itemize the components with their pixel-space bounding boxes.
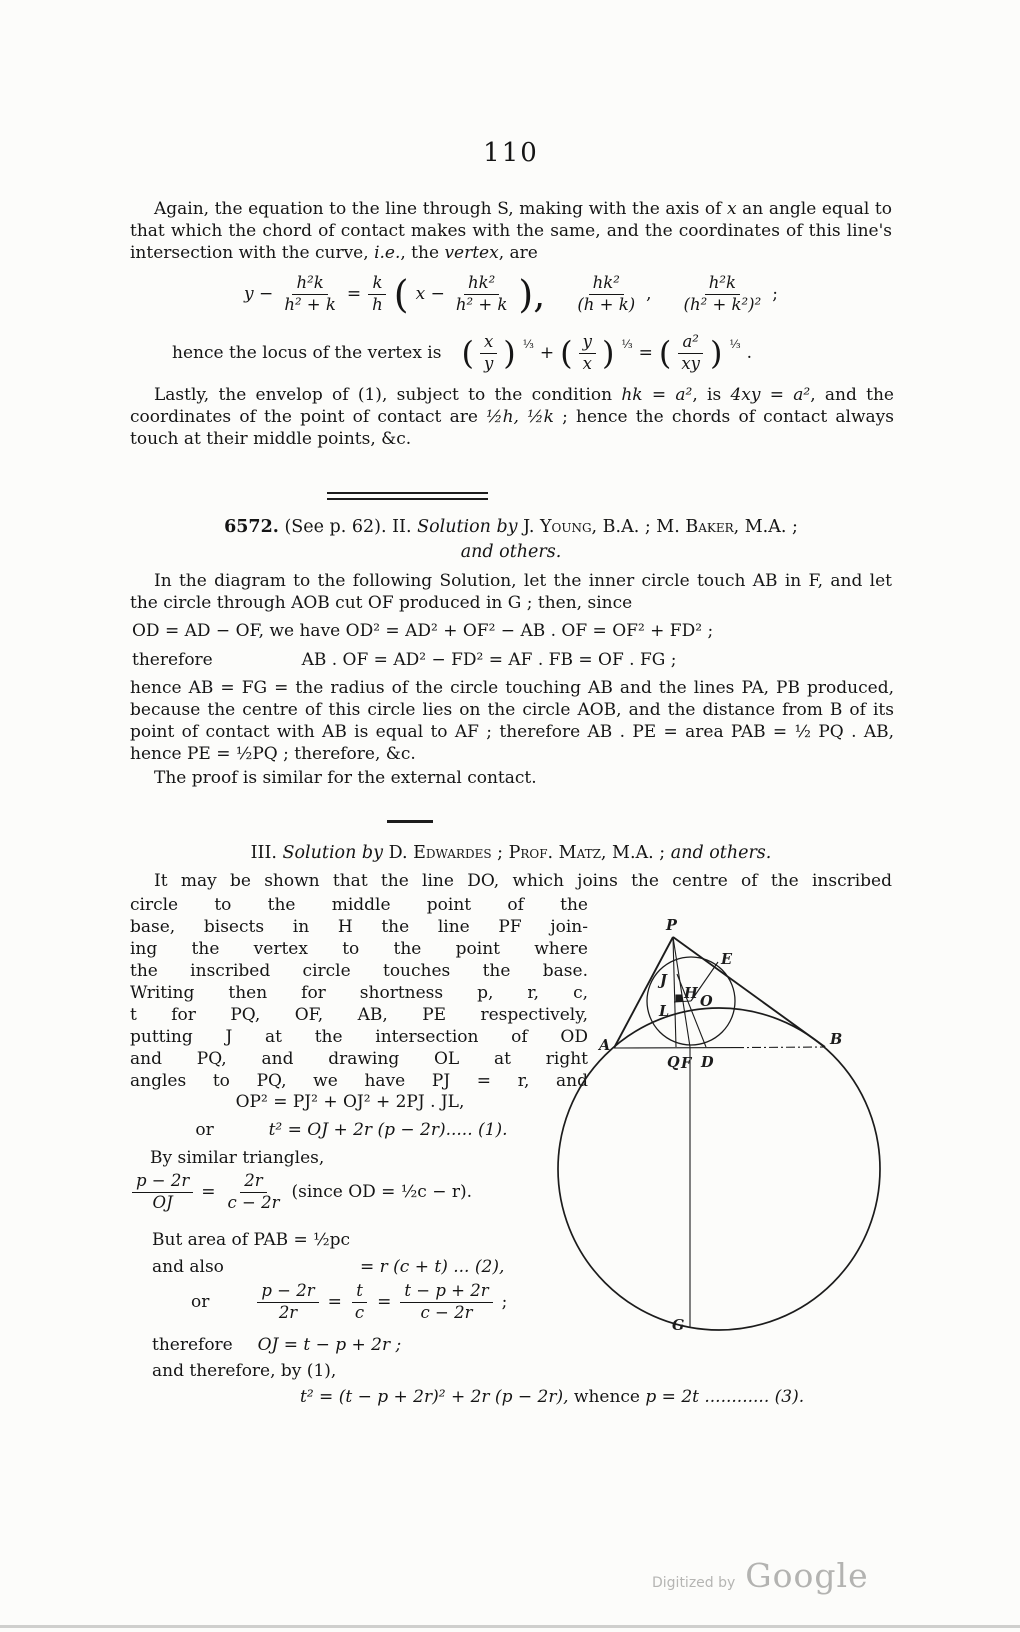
- or-label: or: [191, 1292, 210, 1313]
- eq-lead: y −: [244, 284, 274, 305]
- left-paren: (: [461, 334, 474, 373]
- fraction: $\frac{\text{hk²}}{(h + k)}$: [577, 273, 636, 314]
- text-run: , the: [400, 243, 445, 263]
- base-ab-dashed: [735, 1047, 825, 1048]
- section-divider-double-rule: [327, 492, 488, 500]
- math-run: t² = (t − p + 2r)² + 2r (p − 2r),: [300, 1387, 569, 1407]
- authors: D. Edwardes ; Prof. Matz, M.A. ;: [388, 843, 666, 863]
- fraction: $\frac{2r}{c - 2r}$: [227, 1171, 280, 1212]
- fraction: $\frac{t - p + 2r}{c - 2r}$: [400, 1282, 492, 1323]
- fraction: $\frac{\text{h²k}}{\text{(h² + k²)²}}$: [683, 273, 762, 314]
- left-column: [130, 894, 588, 1092]
- problem-6572-heading: [130, 517, 892, 537]
- text-run: , and the coordinates of the point of contact are: [130, 385, 894, 427]
- locus-line: [172, 333, 752, 374]
- period: .: [746, 343, 753, 364]
- authors: J. Young, B.A. ; M. Baker, M.A. ;: [523, 517, 798, 537]
- fraction: $\frac{\text{hk²}}{\text{h² + k}}$: [455, 273, 508, 314]
- paragraph-it-may-be-shown: It may be shown that the line DO, which joins the centre of the inscribed: [154, 871, 892, 891]
- text-run: Lastly, the envelop of (1), subject to the condition: [154, 385, 622, 405]
- fraction: $\frac{\text{h²k}}{\text{h² + k}}$: [284, 273, 336, 314]
- math-run: 4xy = a²: [730, 385, 811, 405]
- left-paren: (: [658, 334, 672, 373]
- section-divider-short-rule: [387, 820, 433, 823]
- comma: ,: [646, 284, 652, 305]
- side-pa: [614, 937, 673, 1048]
- text-run: hence the locus of the vertex is: [172, 343, 442, 364]
- fraction: $\frac{p - 2r}{OJ}$: [132, 1172, 193, 1213]
- figure-label-a: A: [599, 1037, 611, 1054]
- paragraph-diagram: In the diagram to the following Solution, let the inner circle touch AB in F, and let the circle through AOB cut OF produced in G ; then, since: [130, 571, 892, 613]
- column-line: the inscribed circle touches the base.: [130, 961, 588, 981]
- left-paren: (: [560, 334, 573, 373]
- solution-by-label: Solution by: [417, 517, 518, 537]
- plus-sign: +: [539, 343, 555, 364]
- geometry-figure: [540, 875, 970, 1355]
- figure-label-p: P: [666, 917, 677, 934]
- math-run: p = 2t ............ (3).: [645, 1387, 805, 1407]
- equals-sign: =: [377, 1292, 392, 1313]
- google-logo: Google: [745, 1556, 869, 1595]
- page-bottom-edge: [0, 1625, 1020, 1628]
- figure-label-q: Q: [667, 1054, 680, 1071]
- therefore-oj-line: [152, 1334, 401, 1356]
- paragraph-hence: hence AB = FG = the radius of the circle touching AB and the lines PA, PB produced, because the centre of this circle lies on the circle AOB, and the distance from B of its point of contact with AB is equal to AF ; therefore AB . PE = area PAB = ½ PQ . AB, hence PE = ½PQ ; therefore, &c.: [130, 678, 894, 764]
- whence-label: whence: [573, 1387, 640, 1407]
- text-run: , are: [498, 243, 538, 263]
- problem-number: 6572.: [224, 517, 279, 537]
- equals-sign: =: [201, 1182, 216, 1203]
- right-angle-mark: [676, 995, 682, 1001]
- text-run: Again, the equation to the line through S, making with the axis of: [154, 199, 727, 219]
- eq-mid: x −: [415, 284, 445, 305]
- circumscribing-circle: [558, 1008, 880, 1330]
- text-run: an angle equal to that which the chord of contact makes with the same, and the coordinates of this line's intersection with the curve,: [130, 199, 892, 263]
- equation-op2: OP² = PJ² + OJ² + 2PJ . JL,: [235, 1092, 465, 1112]
- math-var-x: x: [726, 199, 737, 219]
- math-run: ½h, ½k: [486, 407, 554, 427]
- math-run: t² = OJ + 2r (p − 2r)..... (1).: [268, 1120, 508, 1140]
- solution-roman-numeral: II.: [392, 517, 412, 537]
- figure-label-h: H: [684, 985, 698, 1002]
- paragraph-lastly: [130, 384, 894, 450]
- figure-label-e: E: [721, 951, 733, 968]
- figure-label-l: L: [659, 1003, 670, 1020]
- figure-label-j: J: [660, 972, 667, 989]
- paragraph-again: [130, 198, 892, 264]
- therefore-label: therefore: [152, 1335, 233, 1355]
- right-paren: ): [601, 334, 615, 373]
- equation-od: OD = AD − OF, we have OD² = AD² + OF² − AB . OF = OF² + FD² ;: [132, 621, 714, 641]
- solution-iii-heading: [130, 843, 892, 863]
- right-paren: ),: [518, 271, 546, 317]
- final-equation: [300, 1386, 920, 1408]
- figure-label-g: G: [672, 1317, 685, 1334]
- math-run: = r (c + t) ... (2),: [360, 1257, 505, 1277]
- exponent: ⅓: [729, 337, 741, 352]
- text-run: ; hence the chords of contact always touch at their middle points, &c.: [130, 407, 894, 449]
- equation-similar-fracs: [132, 1172, 472, 1213]
- fraction: $\frac{p - 2r}{2r}$: [257, 1282, 318, 1323]
- page-number: 110: [483, 138, 539, 168]
- text-run: , is: [692, 385, 731, 405]
- since-note: (since OD = ½c − r).: [291, 1182, 473, 1203]
- exponent: ⅓: [621, 337, 633, 352]
- math-run: OJ = t − p + 2r ;: [257, 1335, 402, 1355]
- math-run: hk = a²: [621, 385, 693, 405]
- left-paren: (: [393, 271, 409, 317]
- but-area-line: But area of PAB = ½pc: [152, 1230, 351, 1250]
- semicolon: ;: [501, 1292, 508, 1313]
- and-others: and others.: [670, 843, 772, 863]
- therefore-label: therefore: [132, 650, 213, 670]
- fraction: $\frac{x}{y}$: [480, 333, 497, 374]
- right-paren: ): [710, 334, 723, 373]
- math-run: AB . OF = AD² − FD² = AF . FB = OF . FG ;: [301, 650, 677, 670]
- column-line: and PQ, and drawing OL at right: [130, 1049, 588, 1069]
- fraction: $\frac{k}{h}$: [368, 274, 387, 315]
- digitized-by-text: Digitized by: [652, 1575, 736, 1591]
- fraction: $\frac{\text{a²}}{xy}$: [677, 333, 704, 374]
- column-line: Writing then for shortness p, r, c,: [130, 983, 588, 1003]
- equation-t2: [130, 1119, 600, 1141]
- semicolon: ;: [772, 284, 778, 305]
- text-run: and also: [152, 1257, 224, 1277]
- solution-by-label: Solution by: [282, 843, 383, 863]
- by-similar-triangles: By similar triangles,: [150, 1148, 325, 1168]
- digitization-watermark: [652, 1556, 869, 1595]
- see-page-ref: (See p. 62).: [284, 517, 387, 537]
- equation-therefore: [132, 649, 894, 671]
- or-label: or: [195, 1120, 214, 1140]
- and-others: and others.: [460, 542, 562, 562]
- figure-label-b: B: [830, 1031, 843, 1048]
- text-ie: i.e.: [374, 243, 401, 263]
- column-line: circle to the middle point of the: [130, 895, 588, 915]
- column-line: base, bisects in H the line PF join-: [130, 917, 588, 937]
- fraction: $\frac{y}{x}$: [579, 333, 596, 374]
- right-paren: ): [503, 334, 516, 373]
- figure-label-f: F: [681, 1055, 692, 1072]
- column-line: angles to PQ, we have PJ = r, and: [130, 1071, 588, 1091]
- and-therefore-line: and therefore, by (1),: [152, 1361, 337, 1381]
- figure-label-o: O: [700, 993, 713, 1010]
- display-equation-line: [130, 271, 892, 317]
- solution-roman-numeral: III.: [250, 843, 277, 863]
- equals-sign: =: [327, 1292, 342, 1313]
- equals-sign: =: [638, 343, 653, 364]
- exponent: ⅓: [522, 337, 534, 352]
- figure-label-d: D: [701, 1054, 714, 1071]
- equals-sign: =: [346, 284, 362, 305]
- paragraph-proof-similar: The proof is similar for the external contact.: [154, 768, 537, 788]
- column-line: ing the vertex to the point where: [130, 939, 588, 959]
- fraction: $\frac{t}{c}$: [351, 1282, 368, 1323]
- column-line: t for PQ, OF, AB, PE respectively,: [130, 1005, 588, 1025]
- equation-ratio-fracs: [132, 1282, 507, 1323]
- text-vertex: vertex: [444, 243, 499, 263]
- column-line: putting J at the intersection of OD: [130, 1027, 588, 1047]
